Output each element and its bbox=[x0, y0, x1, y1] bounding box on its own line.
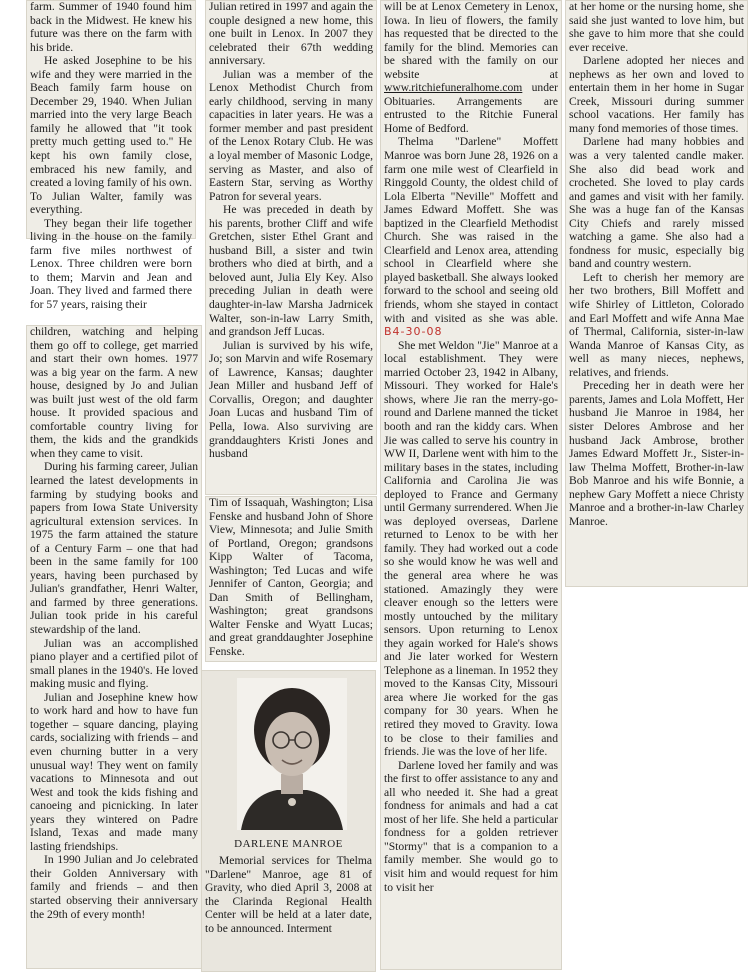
portrait-photo bbox=[237, 678, 347, 830]
darlene-photo-block bbox=[201, 670, 376, 972]
obituary-julian-column-1-bottom bbox=[26, 325, 202, 969]
text: under Obituaries. Arrangements are entrusted to the Ritchie Funeral Home of Bedford. bbox=[384, 81, 558, 135]
paragraph: Darlene loved her family and was the first to offer assistance to any and all who needed it. She had a great fondness for animals and had a cat most of her life. She held a particular fondness for a golden retriever "Stormy" that is a companion to a family member. She would go to visit him and would request for him to visit her bbox=[384, 758, 558, 894]
paragraph bbox=[384, 0, 558, 135]
paragraph: Darlene adopted her nieces and nephews as her own and loved to entertain them in her home in Sugar Creek, Missouri during summer school vacations. Her family has many fond memories of those times. bbox=[569, 54, 744, 135]
paragraph: Julian was an accomplished piano player and a certified pilot of small planes in the 1940's. He loved making music and flying. bbox=[30, 636, 198, 691]
caption-text: Memorial services for Thelma "Darlene" Manroe, age 81 of Gravity, who died April 3, 2008 at the Clarinda Regional Health Center will be held at a later date, to be announced. Interment bbox=[205, 854, 372, 935]
paragraph: Darlene had many hobbies and was a very talented candle maker. She also did bead work and crocheted. She loved to play cards and games and visit with her family. She was a huge fan of the Kansas City Chiefs and rarely missed watching a game. She also had a fondness for music, especially big band and country western. bbox=[569, 135, 744, 271]
obituary-julian-column-2-top bbox=[205, 0, 377, 495]
paragraph: She met Weldon "Jie" Manroe at a local establishment. They were married October 23, 1942 in Albany, Missouri. They worked for Hale's shows, where Jie ran the merry-go-round and Darlene manned the ticket booth and ran the kiddy cars. When Jie was called to serve his country in WW II, Darlene went with him to the military bases in the states, including California and Carolina Jie was deployed to France and Germany until Germany surrendered. When Jie was deployed overseas, Darlene returned to Lenox to be with her family. They had worked out a code so she would know he was well and the general area where he was stationed. Amazingly they were cleaver enough so the letters were mostly untouched by the military sensors. Upon returning to Lenox they again worked for Hale's shows and Jie later worked for Western Telephone as a lineman. In 1952 they moved to the Kansas City, Missouri area where Jie worked for the gas company for 30 years. When he retired they moved to Gravity. Iowa to be close to their families and friends. Jie was the love of her life. bbox=[384, 338, 558, 759]
obituary-julian-column-2-bottom bbox=[205, 496, 377, 662]
paragraph: Tim of Issaquah, Washington; Lisa Fenske and husband John of Shore View, Minnesota; and Julie Smith of Portland, Oregon; grandsons Kipp Walter of Tacoma, Washington; Ted Lucas and wife Jennifer of Canton, Georgia; and Dan Smith of Bellingham, Washington; great grandsons Walter Fenske and Wyatt Lucas; and great granddaughter Josephine Fenske. bbox=[209, 496, 373, 659]
text: will be at Lenox Cemetery in Lenox, Iowa. In lieu of flowers, the family has requested that be directed to the family for the blind. Memories can be shared with the family on our website at bbox=[384, 0, 558, 81]
paragraph: During his farming career, Julian learned the latest developments in farming by studying books and papers from Iowa State University agricultural extension services. In 1975 the farm attained the stature of a Century Farm – one that had been in the same family for 100 years, having been purchased by Julian's grandfather, Henri Walter, and farmed by three generations. Julian took pride in his careful stewardship of the land. bbox=[30, 460, 198, 637]
paragraph: Julian is survived by his wife, Jo; son Marvin and wife Rosemary of Lawrence, Kansas; daughter Jean Miller and husband Jeff of Corvallis, Oregon; and daughter Joan Lucas and husband Tim of Pella, Iowa. Also surviving are granddaughters Kristi Jones and husband bbox=[209, 338, 373, 461]
paragraph: Julian and Josephine knew how to work hard and how to have fun together – square dancing, playing cards, socializing with friends – and even churning butter in a very unusual way! They went on family vacations to Minnesota and out West and took the kids fishing and canoeing and picnicking. In later years they wintered on Padre Island, Texas and made many lasting friendships. bbox=[30, 690, 198, 853]
paragraph bbox=[384, 135, 558, 338]
paragraph: In 1990 Julian and Jo celebrated their Golden Anniversary with family and friends – and then started observing their anniversary the 29th of every month! bbox=[30, 853, 198, 921]
paragraph: farm. Summer of 1940 found him back in the Midwest. He knew his future was there on the farm with his bride. bbox=[30, 0, 192, 54]
handwritten-date-stamp: B4-30-08 bbox=[384, 325, 443, 339]
paragraph: at her home or the nursing home, she said she just wanted to love him, but she gave to him more that she could ever receive. bbox=[569, 0, 744, 54]
photo-caption bbox=[205, 854, 372, 935]
photo-caption-name: DARLENE MANROE bbox=[234, 838, 343, 850]
text: Thelma "Darlene" Moffett Manroe was born June 28, 1926 on a farm one mile west of Clearfield in Ringgold County, the oldest child of Lola Elberta "Neville" Moffett and James Edward Moffett. She was baptized in the Clearfield Methodist Church. She was raised in the Clearfield and Lenox area, attending school in Clearfield where she played basketball. She always looked forward to the school and seeing old friends, whom she stayed in contact with and visited as she was able. bbox=[384, 135, 558, 325]
paragraph: He was preceded in death by his parents, brother Cliff and wife Gretchen, sister Ethel Grant and husband Bill, a sister and twin brothers who died at birth, and a beloved aunt, Julia Ely Key. Also preceding Julian in death were daughter-in-law Marsha Jadrnicek Walter, son-in-law Larry Smith, and grandson Jeff Lucas. bbox=[209, 203, 373, 339]
paragraph: Julian retired in 1997 and again the couple designed a new home, this one built in Lenox. In 2007 they celebrated their 67th wedding anniversary. bbox=[209, 0, 373, 68]
funeral-home-link[interactable]: www.ritchiefuneralhome.com bbox=[384, 81, 523, 95]
paragraph: Left to cherish her memory are her two brothers, Bill Moffett and wife Shirley of Littleton, Colorado and Earl Moffett and wife Anna Mae of Thermal, California, sister-in-law Wanda Manroe of Kansas City, as well as many nieces, nephews, relatives, and friends. bbox=[569, 270, 744, 379]
paragraph: They began their life together living in the house on the family farm five miles northwest of Lenox. Three children were born to them; Marvin and Jean and Joan. They lived and farmed there for 57 years, raising their bbox=[30, 216, 192, 312]
paragraph: He asked Josephine to be his wife and they were married in the Beach family farm house on December 29, 1940. When Julian married into the very large Beach family he allowed that "it took pretty much getting used to." He kept his own family close, embraced his new family, and created a loving family of his own. To Julian Walter, family was everything. bbox=[30, 54, 192, 217]
obituary-darlene-column-2 bbox=[565, 0, 748, 587]
obituary-julian-column-1-top bbox=[26, 0, 196, 312]
paragraph: children, watching and helping them go off to college, get married and start their own homes. 1977 was a big year on the farm. A new house, designed by Jo and Julian was built just west of the old farm house. It provided spacious and comfortable country living for them, the kids and the grandkids when they came to visit. bbox=[30, 325, 198, 460]
paragraph: Preceding her in death were her parents, James and Lola Moffett, Her husband Jie Manroe in 1984, her sister Delores Ambrose and her husband Jack Ambrose, brother James Edward Moffett Jr., Sister-in-law Thelma Moffett, Brother-in-law Bob Manroe and his wife Bonnie, a nephew Gary Moffett a niece Christy Manroe and a brother-in-law Charley Manroe. bbox=[569, 379, 744, 528]
portrait-icon bbox=[237, 678, 347, 830]
obituary-darlene-column-1 bbox=[380, 0, 562, 970]
paragraph: Julian was a member of the Lenox Methodist Church from early childhood, serving in many capacities in later years. He was a former member and past president of the Lenox Rotary Club. He was a loyal member of Masonic Lodge, serving as Master, and also of Eastern Star, serving as Worthy Patron for several years. bbox=[209, 67, 373, 203]
